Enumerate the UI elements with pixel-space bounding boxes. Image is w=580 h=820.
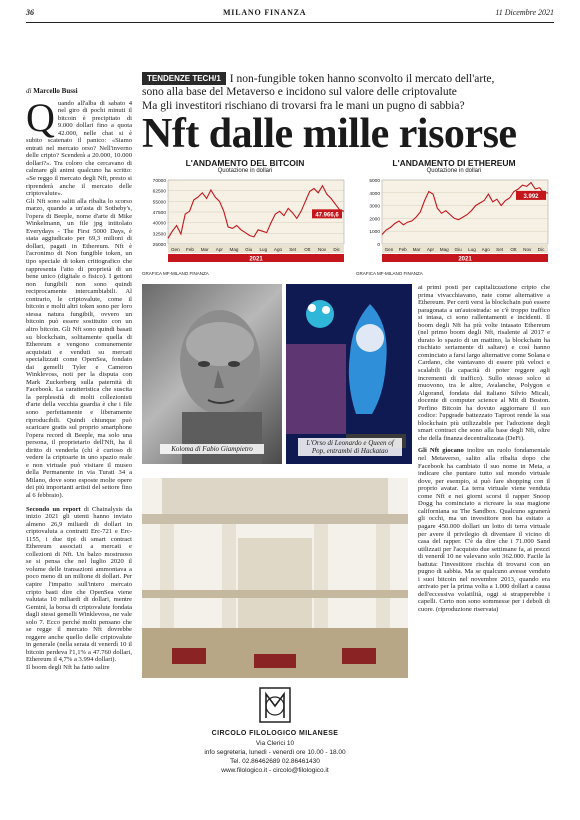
bitcoin-xtick-label: Mag — [229, 247, 239, 252]
paragraph-5: ai primi posti per capitalizzazione cripto che prima vivacchiavano, nate come alternative a Ethereum. Per certi versi la blockchain può essere paragonata a un'autostrada: se c'è troppo traffico si intasa, ci sono rallentamenti e incidenti. Il boom degli Nft ha più volte intasato Ethereum (nel primo boom degli Nft, risalente al 2017 e durato lo spazio di un mattino, la blockchain ha rischiato seriamente di saltare) e così hanno cominciato a farsi largo alternative come Solana e Cardano, che vantavano di essere più veloci e scalabili (la capacità di poter reggere agli incrementi di traffico). Sullo stesso solco si muovono, tra le altre, Avalanche, Polygon e Algorand, fondata dal italiano Silvio Micali, docente di computer science al Mit di Boston. Perfino Bitcoin ha dovuto aggiornare il suo codice: l'upgrade battezzato Taproot rende la sua blockchain più utilizzabile per l'adozione degli smart contract che sono alla base degli Nft, oltre che della finanza decentralizzata (DeFi). — [418, 284, 550, 442]
bitcoin-xtick-label: Set — [289, 247, 297, 252]
ad-web: www.filologico.it - circolo@filologico.it — [221, 767, 329, 774]
kicker — [142, 72, 494, 85]
bitcoin-ytick-label: 55000 — [152, 200, 166, 206]
ethereum-xtick-label: Ago — [481, 247, 490, 252]
koloma-artwork-photo — [142, 284, 282, 464]
bitcoin-chart-plot — [142, 174, 348, 266]
koloma-face-image — [142, 284, 282, 464]
paragraph-2: Gli Nft sono saliti alla ribalta lo scorso marzo, quando a un'asta di Sotheby's, l'opera di Beeple, nome d'arte di Mike Winkelmann, un file jpg intitolato Everydays - The First 5000 Days, è stata aggiudicato per 69,3 milioni di dollari, pagati in Ethereum. Nft è l'acronimo di Non fungible token, un tipo speciale di token crittografico che rappresenta l'atto di proprietà di un bene unico (digitale o fisico). I gettoni non fungibili non sono quindi reciprocamente intercambiabili. Al contrario, le criptovalute, come il bitcoin e molti altri token sono per loro stessa natura fungibili, ovvero un bitcoin può essere sostituito con un altro bitcoin. Gli Nft sono quindi basati su blockchain, solitamente quella di Ethereum e vengono comunemente acquistati e venduti su mercati specializzati come OpenSea, fondato dai gemelli Tyler e Cameron Winklevoss, noti per la disputa con Mark Zuckerberg sulla paternità di Facebook. La caratteristica che suscita la perplessità di molti collezionisti d'arte della vecchia guardia è che i file sono perfettamente e liberamente riproducibili. Quindi chiunque può scaricare gratis sul proprio smartphone l'opera record di Beeple, ma solo una persona, il proprietario dell'Nft, ha il diritto di venderla (chi è curioso di vedere la criptoarte in uno spazio reale e non virtuale può visitare il museo della Permanente in via Turati 34 a Milano, dove sono esposte molte opere dei più importanti artisti del settore fino al 6 febbraio). — [26, 197, 132, 499]
bitcoin-xtick-label: Dic — [333, 247, 340, 252]
bitcoin-last-value-label: 47.966,6 — [315, 212, 339, 219]
paragraph-6: Gli Nft giocano inoltre un ruolo fondamentale nel Metaverso, salito alla ribalta dopo che Facebook ha cambiato il suo nome in Meta, a indicare che puntare tutto sul mondo virtuale dove, per esempio, si può fare shopping con il proprio avatar. La terra virtuale viene venduta come Nft e nei giorni scorsi il rapper Snoop Dogg ha cominciato a ricreare la sua magione californiana su The Sandbox. Qualcuno sgranerà gli occhi, ma un investitore non ha esitato a pagare 450.000 dollari un lotto di terra virtuale per avere il privilegio di diventare il vicino di casa del rapper. C'è da dire che i 71.000 Sand utilizzati per l'acquisto due settimane fa, ai prezzi di venerdì 10 ne valevano solo 362.000. Facile la battuta: l'investitore rischia di trovarsi con un pugno di sabbia. Ma se qualcuno avesse venduto i suoi bitcoin nel novembre 2013, quando era arrivato per la prima volta a 1.000 dollari a causa dell'eccessiva volatilità, oggi si strapperebbe i capelli. Certo non sono sommesse per i deboli di cuore. (riproduzione riservata) — [418, 447, 550, 613]
ethereum-chart — [356, 158, 552, 276]
bitcoin-ytick-label: 40000 — [152, 221, 166, 227]
ethereum-xtick-label: Mag — [439, 247, 449, 252]
bitcoin-xtick-label: Mar — [200, 247, 209, 252]
ethereum-xtick-label: Feb — [398, 247, 407, 252]
bitcoin-xtick-label: Ago — [273, 247, 283, 252]
drop-cap: Q — [26, 94, 55, 140]
ethereum-xtick-label: Giu — [454, 247, 462, 252]
bitcoin-xtick-label: Nov — [317, 247, 327, 252]
bitcoin-ytick-label: 25000 — [152, 243, 166, 248]
kicker-line-3: Ma gli investitori rischiano di trovarsi fra le mani un pugno di sabbia? — [142, 100, 465, 112]
ethereum-chart-source: GRAFICA MF-MILANO FINANZA — [356, 271, 423, 276]
bitcoin-chart-title: L'ANDAMENTO DEL BITCOIN — [185, 158, 305, 168]
ethereum-xtick-label: Nov — [523, 247, 532, 252]
ethereum-plot-area — [382, 180, 548, 244]
page-header — [26, 8, 554, 22]
ad-address: Via Clerici 10 — [255, 740, 295, 747]
ethereum-last-value-label: 3.992 — [523, 193, 539, 200]
bitcoin-xtick-label: Lug — [259, 247, 268, 252]
ethereum-xtick-label: Dic — [537, 247, 545, 252]
ethereum-ytick-label: 4000 — [369, 191, 380, 197]
bitcoin-ytick-label: 70000 — [152, 179, 166, 184]
ethereum-ytick-label: 0 — [377, 243, 380, 248]
paragraph-3: Secondo un report di Chainalysis da inizio 2021 gli utenti hanno inviato almeno 26,9 miliardi di dollari in criptovaluta a contratti Erc-721 e Erc-1155, i due tipi di smart contract Ethereum associati a mercati e collezioni di Nft. Un balzo mostruoso se si pensa che nel luglio 2020 il volume delle transazioni ammontava a poco meno di un milione di dollari. Per capire l'impatto sull'intero mercato cripto basti dire che OpenSea viene valutata 10 miliardi di dollari, mentre Gemini, la borsa di criptovalute fondata dagli stessi gemelli Winklevoss, ne vale solo 7. Ecco perché molti pensano che se regge il mercato Nft dovrebbe reggere anche quello delle criptovalute in generale (nella serata di venerdì 10 il bitcoin perdeva l'1,1% a 47.760 dollari, Ethereum il 4,7% a 3.994 dollari). — [26, 505, 132, 664]
hackatao-artwork-image — [286, 284, 412, 464]
bitcoin-chart-subtitle: Quotazione in dollari — [217, 168, 273, 174]
byline: di Marcello Bussi — [26, 88, 78, 95]
ad-hours: info segreteria, lunedì - venerdì ore 10.00 - 18.00 — [204, 749, 346, 756]
article-column-4 — [418, 284, 550, 818]
ethereum-xtick-label: Set — [496, 247, 504, 252]
paragraph-1: Quando all'alba di sabato 4 nel giro di pochi minuti il bitcoin è precipitato di 9.000 dollari fino a quota 42.000, nelle chat si è subito scatenato il panico: «Siamo entrati nel mercato orso? Nell'inverno delle cripto? Scenderà a 20.000, 10.000 dollari?». Tra coloro che cercavano di calmare gli animi qualcuno ha scritto: «Se reggo il mercato degli Nft, presto si riprenderà anche il mercato delle criptovalute». — [26, 94, 132, 198]
masthead: MILANO FINANZA — [222, 8, 307, 17]
hackatao-artwork-photo — [286, 284, 412, 464]
ad-title: CIRCOLO FILOLOGICO MILANESE — [211, 730, 339, 737]
ethereum-xtick-label: Gen — [384, 247, 394, 252]
ethereum-ytick-label: 2000 — [369, 217, 380, 223]
circolo-filologico-ad — [142, 478, 408, 818]
ethereum-ytick-label: 1000 — [369, 230, 380, 236]
ethereum-year-label: 2021 — [458, 256, 472, 263]
bitcoin-chart-source: GRAFICA MF-MILANO FINANZA — [142, 271, 209, 276]
kicker-line-2: sono alla base del Metaverso e incidono sul valore delle criptovalute — [142, 86, 457, 98]
hackatao-caption: L'Orso di Leonardo e Queen of Pop, entrambi di Hackatao — [298, 438, 402, 456]
ethereum-xtick-label: Ott — [510, 247, 517, 252]
bitcoin-ytick-label: 62500 — [152, 189, 166, 195]
bitcoin-xtick-label: Gen — [170, 247, 180, 252]
ethereum-ytick-label: 3000 — [369, 204, 380, 210]
kicker-line-1: I non-fungible token hanno sconvolto il mercato dell'arte, — [229, 72, 495, 85]
header-rule — [26, 22, 554, 23]
ethereum-chart-title: L'ANDAMENTO DI ETHEREUM — [392, 158, 516, 168]
page-number: 36 — [26, 8, 34, 17]
bitcoin-xtick-label: Ott — [304, 247, 311, 252]
ethereum-chart-plot — [356, 174, 552, 266]
bitcoin-xtick-label: Giu — [245, 247, 253, 252]
ad-phone: Tel. 02.86462689 02.86461430 — [230, 758, 320, 765]
ethereum-ytick-label: 5000 — [369, 179, 380, 184]
bitcoin-chart — [142, 158, 348, 276]
bitcoin-xtick-label: Feb — [186, 247, 194, 252]
issue-date: 11 Dicembre 2021 — [495, 8, 554, 17]
koloma-caption: Koloma di Fabio Giampietro — [160, 444, 264, 454]
section-tag: TENDENZE TECH/1 — [142, 72, 226, 85]
ethereum-xtick-label: Mar — [412, 247, 421, 252]
headline: Nft dalle mille risorse — [142, 111, 517, 157]
ethereum-xtick-label: Apr — [426, 247, 434, 252]
bitcoin-year-label: 2021 — [249, 256, 263, 263]
bitcoin-ytick-label: 47500 — [152, 211, 166, 216]
paragraph-4: Il boom degli Nft ha fatto salire — [26, 664, 110, 672]
bitcoin-xtick-label: Apr — [215, 247, 223, 252]
ethereum-chart-subtitle: Quotazione in dollari — [426, 168, 482, 174]
bitcoin-ytick-label: 32500 — [152, 232, 166, 238]
ethereum-xtick-label: Lug — [468, 247, 476, 252]
article-column-1 — [26, 88, 132, 818]
